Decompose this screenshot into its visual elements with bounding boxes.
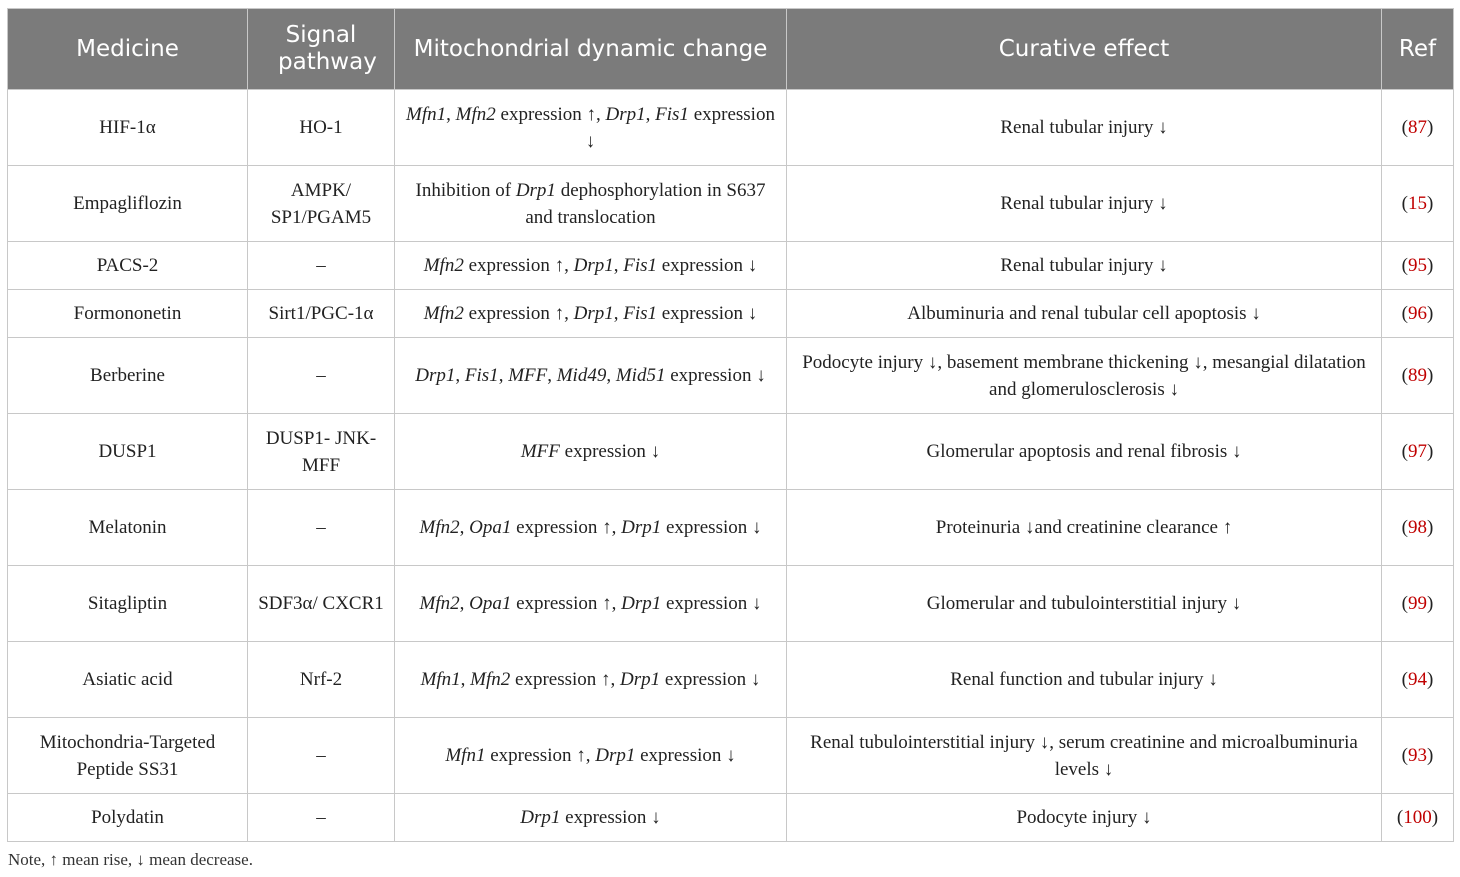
cell-mitochondrial-change xyxy=(395,490,787,566)
cell-medicine: HIF-1α xyxy=(8,90,248,166)
cell-ref: (97) xyxy=(1382,414,1454,490)
change-text: expression ↓ xyxy=(560,807,661,828)
gene-name: Fis1 xyxy=(623,303,657,324)
table-row xyxy=(8,242,1454,290)
cell-ref: (15) xyxy=(1382,166,1454,242)
cell-ref: (95) xyxy=(1382,242,1454,290)
change-text: Inhibition of xyxy=(415,179,516,201)
cell-ref: (98) xyxy=(1382,490,1454,566)
header-medicine: Medicine xyxy=(8,9,248,90)
cell-signal-pathway: – xyxy=(248,794,395,842)
cell-signal-pathway: – xyxy=(248,718,395,794)
cell-medicine: Formononetin xyxy=(8,290,248,338)
change-text: expression ↑, xyxy=(511,593,622,614)
table-row xyxy=(8,166,1454,242)
reference-link[interactable]: 93 xyxy=(1408,745,1427,766)
cell-signal-pathway: DUSP1- JNK-MFF xyxy=(248,414,395,490)
change-text: expression ↓ xyxy=(657,303,758,324)
cell-curative-effect: Proteinuria ↓and creatinine clearance ↑ xyxy=(787,490,1382,566)
gene-name: Drp1 xyxy=(621,593,662,614)
change-text: , xyxy=(459,593,470,614)
header-ref: Ref xyxy=(1382,9,1454,90)
cell-curative-effect: Renal tubular injury ↓ xyxy=(787,166,1382,242)
gene-name: Mfn1 xyxy=(406,103,447,125)
change-text: expression ↓ xyxy=(585,103,775,152)
change-text: expression ↑, xyxy=(463,303,574,324)
table-row xyxy=(8,90,1454,166)
cell-mitochondrial-change xyxy=(395,794,787,842)
header-row xyxy=(8,9,1454,90)
table-row xyxy=(8,566,1454,642)
cell-ref: (89) xyxy=(1382,338,1454,414)
cell-curative-effect: Glomerular and tubulointerstitial injury ↓ xyxy=(787,566,1382,642)
change-text: , xyxy=(645,103,656,125)
gene-name: Drp1 xyxy=(621,517,662,538)
cell-mitochondrial-change xyxy=(395,290,787,338)
cell-ref: (87) xyxy=(1382,90,1454,166)
cell-mitochondrial-change xyxy=(395,338,787,414)
change-text: expression ↓ xyxy=(661,517,762,538)
cell-signal-pathway: SDF3α/ CXCR1 xyxy=(248,566,395,642)
cell-ref: (99) xyxy=(1382,566,1454,642)
cell-mitochondrial-change xyxy=(395,414,787,490)
change-text: dephosphorylation in S637 and translocation xyxy=(525,179,766,228)
gene-name: Drp1 xyxy=(520,807,561,828)
cell-ref: (100) xyxy=(1382,794,1454,842)
table-note: Note, ↑ mean rise, ↓ mean decrease. xyxy=(8,850,253,869)
gene-name: Mfn2 xyxy=(419,517,460,538)
reference-link[interactable]: 87 xyxy=(1408,117,1427,138)
cell-mitochondrial-change xyxy=(395,242,787,290)
cell-curative-effect: Renal function and tubular injury ↓ xyxy=(787,642,1382,718)
table-row xyxy=(8,794,1454,842)
gene-name: Drp1 xyxy=(605,103,646,125)
header-mitochondrial-change: Mitochondrial dynamic change xyxy=(395,9,787,90)
change-text: expression ↑, xyxy=(511,517,622,538)
gene-name: Mfn1 xyxy=(445,745,486,766)
gene-name: Fis1 xyxy=(655,103,689,125)
cell-ref: (93) xyxy=(1382,718,1454,794)
change-text: expression ↓ xyxy=(635,745,736,766)
reference-link[interactable]: 99 xyxy=(1408,593,1427,614)
cell-signal-pathway: – xyxy=(248,338,395,414)
cell-signal-pathway: HO-1 xyxy=(248,90,395,166)
reference-link[interactable]: 98 xyxy=(1408,517,1427,538)
cell-signal-pathway: Nrf-2 xyxy=(248,642,395,718)
reference-link[interactable]: 94 xyxy=(1408,669,1427,690)
change-text: , xyxy=(547,365,557,386)
cell-curative-effect: Podocyte injury ↓ xyxy=(787,794,1382,842)
cell-ref: (96) xyxy=(1382,290,1454,338)
cell-ref: (94) xyxy=(1382,642,1454,718)
table-container xyxy=(7,8,1453,842)
cell-mitochondrial-change xyxy=(395,718,787,794)
gene-name: MFF xyxy=(508,365,548,386)
gene-name: Opa1 xyxy=(469,593,512,614)
gene-name: Fis1 xyxy=(464,365,499,386)
gene-name: Mfn2 xyxy=(419,593,460,614)
table-row xyxy=(8,490,1454,566)
change-text: expression ↑, xyxy=(510,669,621,690)
reference-link[interactable]: 15 xyxy=(1408,193,1427,214)
change-text: , xyxy=(613,255,624,276)
table-row xyxy=(8,338,1454,414)
cell-curative-effect: Albuminuria and renal tubular cell apoptosis ↓ xyxy=(787,290,1382,338)
gene-name: Mfn2 xyxy=(455,103,496,125)
cell-medicine: PACS-2 xyxy=(8,242,248,290)
cell-curative-effect: Glomerular apoptosis and renal fibrosis ↓ xyxy=(787,414,1382,490)
gene-name: Drp1 xyxy=(573,303,614,324)
gene-name: Mid51 xyxy=(615,365,666,386)
cell-mitochondrial-change xyxy=(395,90,787,166)
change-text: , xyxy=(606,365,616,386)
cell-medicine: Empagliflozin xyxy=(8,166,248,242)
cell-medicine: Mitochondria-Targeted Peptide SS31 xyxy=(8,718,248,794)
gene-name: Drp1 xyxy=(620,669,661,690)
cell-signal-pathway: – xyxy=(248,242,395,290)
gene-name: Mfn1 xyxy=(420,669,461,690)
table-row xyxy=(8,290,1454,338)
reference-link[interactable]: 89 xyxy=(1408,365,1427,386)
table-row xyxy=(8,642,1454,718)
gene-name: Drp1 xyxy=(515,179,556,201)
reference-link[interactable]: 95 xyxy=(1408,255,1427,276)
change-text: , xyxy=(613,303,624,324)
table-row xyxy=(8,718,1454,794)
change-text: expression ↓ xyxy=(660,669,761,690)
cell-medicine: Polydatin xyxy=(8,794,248,842)
header-signal-pathway: Signal pathway xyxy=(248,9,395,90)
gene-name: Mid49 xyxy=(556,365,607,386)
change-text: expression ↓ xyxy=(661,593,762,614)
gene-name: Drp1 xyxy=(595,745,636,766)
table-row xyxy=(8,414,1454,490)
change-text: expression ↑, xyxy=(495,103,606,125)
cell-curative-effect: Renal tubular injury ↓ xyxy=(787,242,1382,290)
change-text: , xyxy=(459,517,470,538)
cell-mitochondrial-change xyxy=(395,166,787,242)
change-text: , xyxy=(446,103,456,125)
cell-curative-effect: Renal tubulointerstitial injury ↓, serum creatinine and microalbuminuria levels ↓ xyxy=(787,718,1382,794)
gene-name: Mfn2 xyxy=(470,669,511,690)
cell-medicine: DUSP1 xyxy=(8,414,248,490)
reference-link[interactable]: 100 xyxy=(1403,807,1432,828)
cell-signal-pathway: AMPK/ SP1/PGAM5 xyxy=(248,166,395,242)
cell-medicine: Sitagliptin xyxy=(8,566,248,642)
gene-name: Fis1 xyxy=(623,255,657,276)
table-body xyxy=(8,90,1454,842)
cell-signal-pathway: Sirt1/PGC-1α xyxy=(248,290,395,338)
change-text: expression ↓ xyxy=(559,441,661,462)
cell-mitochondrial-change xyxy=(395,642,787,718)
change-text: , xyxy=(455,365,465,386)
change-text: expression ↓ xyxy=(665,365,766,386)
reference-link[interactable]: 97 xyxy=(1408,441,1427,462)
cell-mitochondrial-change xyxy=(395,566,787,642)
change-text: , xyxy=(498,365,509,386)
gene-name: Mfn2 xyxy=(423,303,464,324)
gene-name: Mfn2 xyxy=(423,255,464,276)
medicine-table xyxy=(7,8,1454,842)
gene-name: MFF xyxy=(520,441,560,462)
change-text: expression ↑, xyxy=(485,745,596,766)
cell-medicine: Melatonin xyxy=(8,490,248,566)
gene-name: Drp1 xyxy=(415,365,456,386)
reference-link[interactable]: 96 xyxy=(1408,303,1427,324)
gene-name: Drp1 xyxy=(573,255,614,276)
cell-medicine: Berberine xyxy=(8,338,248,414)
change-text: expression ↓ xyxy=(657,255,758,276)
cell-curative-effect: Podocyte injury ↓, basement membrane thickening ↓, mesangial dilatation and glomerulosclerosis ↓ xyxy=(787,338,1382,414)
change-text: , xyxy=(460,669,471,690)
cell-signal-pathway: – xyxy=(248,490,395,566)
cell-medicine: Asiatic acid xyxy=(8,642,248,718)
header-curative-effect: Curative effect xyxy=(787,9,1382,90)
change-text: expression ↑, xyxy=(463,255,574,276)
gene-name: Opa1 xyxy=(469,517,512,538)
cell-curative-effect: Renal tubular injury ↓ xyxy=(787,90,1382,166)
